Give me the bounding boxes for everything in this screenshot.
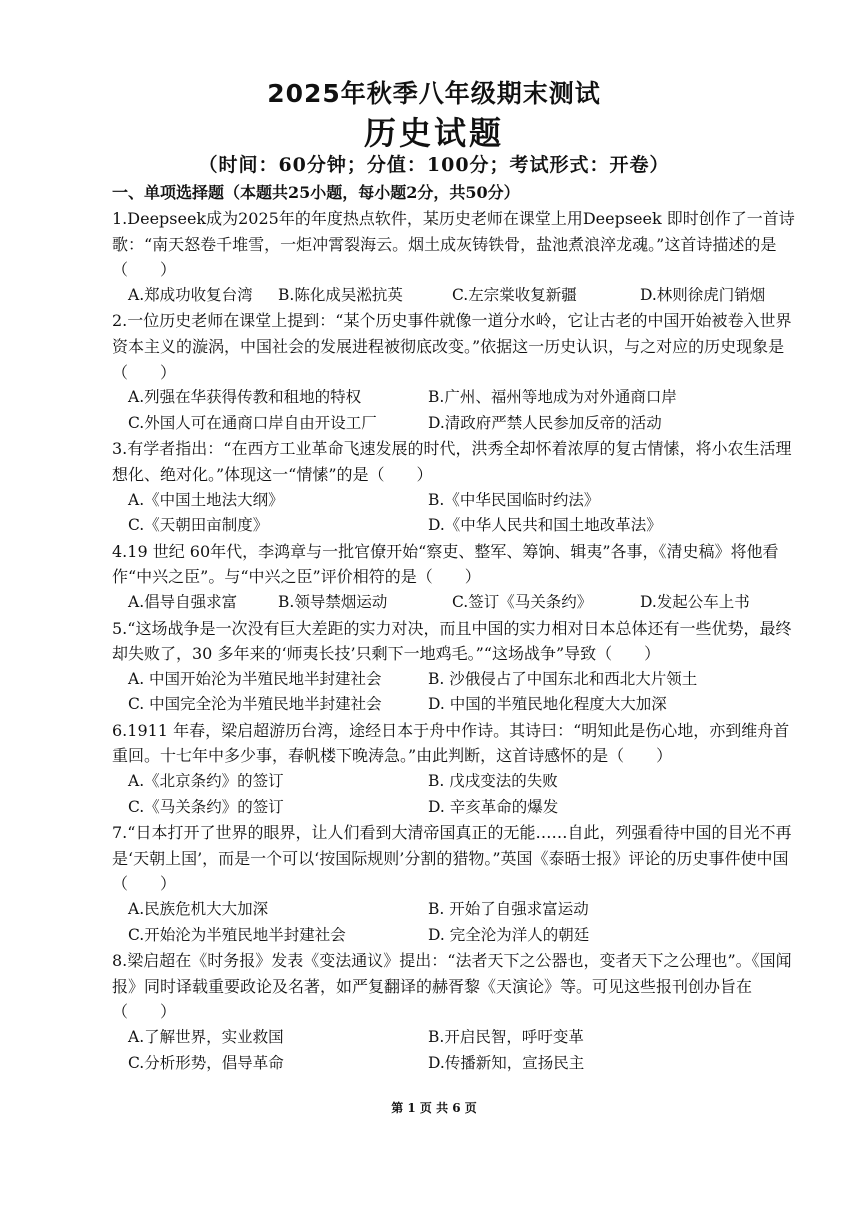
page-number: 第 1 页 共 6 页: [391, 1101, 477, 1115]
exam-meta: （时间：60分钟；分值：100分；考试形式：开卷）: [198, 154, 670, 176]
options-list: [112, 897, 802, 948]
option-b: B.广州、福州等地成为对外通商口岸: [428, 388, 677, 407]
option-c: C.外国人可在通商口岸自由开设工厂: [128, 413, 377, 432]
options-list: [112, 1025, 802, 1076]
option-a: A.了解世界，实业救国: [128, 1028, 284, 1046]
option-c: C.签订《马关条约》: [452, 592, 593, 611]
question-stem: 1.Deepseek成为2025年的年度热点软件，某历史老师在课堂上用Deepseek 即时创作了一首诗歌：“南天怒卷千堆雪，一炬冲霄裂海云。烟土成灰铸铁骨，盐池煮浪淬龙魂。”这首诗描述的是（ ）: [112, 209, 795, 280]
question-3: [112, 436, 802, 538]
option-c: C.分析形势，倡导革命: [128, 1053, 284, 1072]
question-stem: 8.梁启超在《时务报》发表《变法通议》提出：“法者天下之公器也，变者天下之公理也”。《国闻报》同时译载重要政论及名著，如严复翻译的赫胥黎《天演论》等。可见这些报刊创办旨在（ ）: [112, 951, 792, 1022]
option-c: C.开始沦为半殖民地半封建社会: [128, 925, 346, 944]
option-d: D.传播新知，宣扬民主: [428, 1053, 585, 1072]
options-list: [112, 385, 802, 436]
option-b: B. 戊戌变法的失败: [428, 772, 558, 791]
question-7: [112, 820, 802, 948]
options-list: [112, 590, 802, 616]
question-stem: 4.19 世纪 60年代，李鸿章与一批官僚开始“察吏、整军、筹饷、辑夷”各事，《清史稿》将他看作“中兴之臣”。与“中兴之臣”评价相符的是（ ）: [112, 541, 779, 587]
option-b: B.陈化成吴淞抗英: [278, 285, 403, 304]
question-6: [112, 718, 802, 820]
option-d: D. 中国的半殖民地化程度大大加深: [428, 695, 667, 714]
option-b: B. 沙俄侵占了中国东北和西北大片领土: [428, 669, 698, 688]
option-a: A.民族危机大大加深: [128, 900, 269, 919]
option-b: B. 开始了自强求富运动: [428, 900, 589, 919]
option-b: B.领导禁烟运动: [278, 592, 388, 611]
option-b: B.《中华民国临时约法》: [428, 490, 600, 509]
option-a: A. 中国开始沦为半殖民地半封建社会: [128, 669, 382, 688]
option-a: A.列强在华获得传教和租地的特权: [128, 388, 362, 407]
question-5: [112, 616, 802, 718]
option-c: C.《马关条约》的签订: [128, 797, 284, 816]
options-list: [112, 283, 802, 309]
option-d: D. 辛亥革命的爆发: [428, 797, 559, 816]
question-stem: 3.有学者指出：“在西方工业革命飞速发展的时代，洪秀全却怀着浓厚的复古情愫，将小农生活理想化、绝对化。”体现这一“情愫”的是（ ）: [112, 439, 792, 484]
option-d: D.清政府严禁人民参加反帝的活动: [428, 413, 662, 432]
option-d: D.《中华人民共和国土地改革法》: [428, 516, 662, 535]
option-b: B.开启民智，呼吁变革: [428, 1028, 584, 1046]
question-stem: 6.1911 年春，梁启超游历台湾，途经日本于舟中作诗。其诗曰：“明知此是伤心地，亦到维舟首重回。十七年中多少事，春帆楼下晚涛急。”由此判断，这首诗感怀的是（ ）: [112, 720, 790, 766]
section-heading: 一、单项选择题（本题共25小题，每小题2分，共50分）: [112, 183, 520, 202]
question-2: [112, 308, 802, 436]
option-d: D.林则徐虎门销烟: [640, 285, 766, 304]
question-stem: 2.一位历史老师在课堂上提到：“某个历史事件就像一道分水岭，它让古老的中国开始被卷入世界资本主义的漩涡，中国社会的发展进程被彻底改变。”依据这一历史认识，与之对应的历史现象是（ ）: [112, 311, 792, 382]
questions-area: [112, 180, 802, 1076]
options-list: [112, 667, 802, 718]
question-1: [112, 206, 802, 308]
exam-title: 2025年秋季八年级期末测试: [267, 79, 601, 108]
option-a: A.《中国土地法大纲》: [128, 490, 284, 509]
exam-subtitle: 历史试题: [363, 114, 504, 152]
option-c: C. 中国完全沦为半殖民地半封建社会: [128, 695, 382, 714]
option-d: D. 完全沦为洋人的朝廷: [428, 925, 590, 944]
option-a: A.《北京条约》的签订: [128, 772, 284, 791]
option-c: C.左宗棠收复新疆: [452, 285, 577, 304]
question-4: [112, 539, 802, 616]
options-list: [112, 769, 802, 820]
option-a: A.倡导自强求富: [128, 592, 238, 611]
question-8: [112, 948, 802, 1076]
question-stem: 7.“日本打开了世界的眼界，让人们看到大清帝国真正的无能……自此，列强看待中国的目光不再是‘天朝上国’，而是一个可以‘按国际规则’分割的猎物。”英国《泰晤士报》评论的历史事件使中国（ ）: [112, 823, 792, 894]
question-stem: 5.“这场战争是一次没有巨大差距的实力对决，而且中国的实力相对日本总体还有一些优势，最终却失败了，30 多年来的‘师夷长技’只剩下一地鸡毛。”“这场战争”导致（ ）: [112, 618, 792, 664]
options-list: [112, 488, 802, 539]
option-c: C.《天朝田亩制度》: [128, 516, 269, 535]
option-a: A.郑成功收复台湾: [128, 285, 253, 304]
option-d: D.发起公车上书: [640, 592, 750, 611]
